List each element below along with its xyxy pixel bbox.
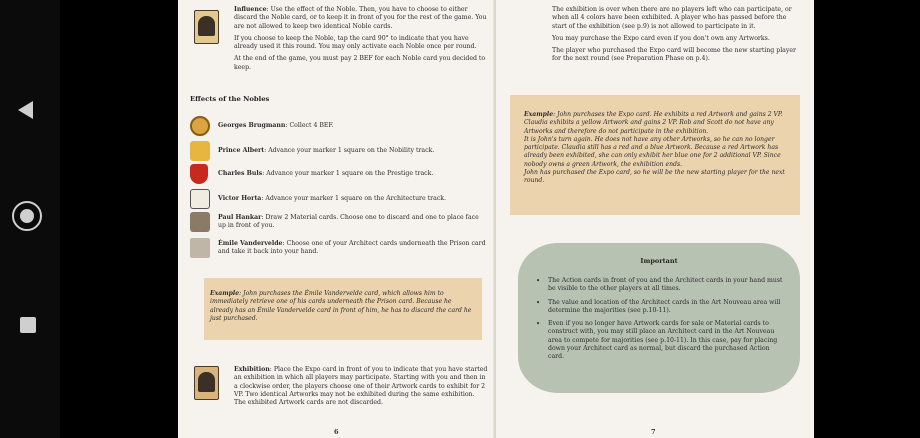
influence-tap-paragraph: If you choose to keep the Noble, tap the card 90° to indicate that you have already used it this round. You may only activate each Noble once per round. bbox=[234, 34, 477, 51]
influence-section bbox=[234, 6, 488, 72]
page-number: 6 bbox=[334, 428, 339, 436]
important-title: Important bbox=[640, 257, 678, 265]
crown-icon bbox=[190, 141, 210, 161]
rulebook-page-6: Influence: Use the effect of the Noble. Then, you have to choose to either discard the Noble card, or to keep it in front of you for the rest of the game. You are not allowed to keep two identical Noble cards. If you choose to keep the Noble, tap the card 90° to indicate that you have already used it this round. You may only activate each Noble once per round. At the end of the game, you must pay 2 BEF for each Noble card you decided to keep. Effects of the Nobles Georges Brugmann: Collect 4 BEF. Prince Albert: Advance your marker 1 square on the Nobility track. Charles Buls: Advance your marker 1 square on the Prestige track. Victor Horta: Advance your marker 1 square on the Architecture track. Paul Hankar: Draw 2 Material cards. Choose one to discard and one to place face up in front of you. Émile Vandervelde: Choose one of your Architect cards underneath the Prison card and take it back into your hand. Example: John purchases the Émile Vandervelde card, which allows him to immediately retrieve one of his cards underneath the Prison card. Because he already has an Émile Vandervelde card in front of him, he has to discard the card he just purchased. Exhibition: Place the Expo card in front of you to indicate that you have started an exhibition in which all players may participate. Starting with you and then in a clockwise order, the players choose one of their Artwork cards to exhibit for 2 VP. Two identical Artworks may not be exhibited during the same exhibition. The exhibited Artwork cards are not discarded. 6 bbox=[178, 0, 496, 438]
noble-card-image bbox=[194, 10, 219, 44]
recent-apps-icon[interactable] bbox=[20, 317, 36, 333]
list-item: • Even if you no longer have Artwork cards for sale or Material cards to construct with, you may still place an Architect card in the Art Nouveau area to compete for majorities (see p.10-11). In this case, pay for placing down your Architect card as normal, but discard the purchased Action card. bbox=[536, 320, 786, 361]
important-list bbox=[536, 277, 786, 367]
influence-paragraph: Influence: Use the effect of the Noble. Then, you have to choose to either discard the Noble card, or to keep it in front of you for the rest of the game. You are not allowed to keep two identical Noble cards. bbox=[234, 6, 487, 30]
example-box: Example: John purchases the Émile Vandervelde card, which allows him to immediately retrieve one of his cards underneath the Prison card. Because he already has an Émile Vandervelde card in front of him, he has to discard the card he just purchased. bbox=[204, 278, 482, 340]
exhibition-label: Exhibition bbox=[234, 366, 270, 373]
purchase-paragraph: You may purchase the Expo card even if you don't own any Artworks. bbox=[552, 34, 770, 42]
list-item: • The value and location of the Architect cards in the Art Nouveau area will determine the majorities (see p.10-11). bbox=[536, 299, 786, 316]
page-number: 7 bbox=[651, 428, 656, 436]
material-cards-icon bbox=[190, 212, 210, 232]
coin-icon bbox=[190, 116, 210, 136]
exhibition-rules bbox=[552, 6, 802, 64]
example-box: Example: John purchases the Expo card. He exhibits a red Artwork and gains 2 VP. Claudia exhibits a yellow Artwork and gains 2 VP. Rob and Scott do not have any Artworks and therefore do not participate in the exhibition. It is John's turn again. He does not have any other Artworks, so he can no longer participate. Claudia still has a red and a blue Artwork. Because a red Artwork has already been exhibited, she can only exhibit her blue one for 2 additional VP. Since nobody owns a green Artwork, the exhibition ends. John has purchased the Expo card, so he will be the new starting player for the next round. bbox=[510, 95, 800, 215]
exhibition-section: Exhibition: Place the Expo card in front of you to indicate that you have started an exhibition in which all players may participate. Starting with you and then in a clockwise order, the players choose one of their Artwork cards to exhibit for 2 VP. Two identical Artworks may not be exhibited during the same exhibition. The exhibited Artwork cards are not discarded. bbox=[234, 366, 488, 407]
influence-label: Influence bbox=[234, 6, 267, 13]
effects-title: Effects of the Nobles bbox=[190, 95, 270, 103]
expo-card-image bbox=[194, 366, 219, 400]
influence-end-paragraph: At the end of the game, you must pay 2 BEF for each Noble card you decided to keep. bbox=[234, 55, 486, 71]
architecture-icon bbox=[190, 189, 210, 209]
list-item: • The Action cards in front of you and the Architect cards in your hand must be visible to the other players at all times. bbox=[536, 277, 786, 294]
exhibition-over-paragraph: The exhibition is over when there are no players left who can participate, or when all 4 colors have been exhibited. A player who has passed before the start of the exhibition (see p.9) is not allowed to participate in it. bbox=[552, 6, 792, 30]
right-margin bbox=[902, 0, 920, 438]
navigation-bar bbox=[0, 0, 60, 438]
prestige-shield-icon bbox=[190, 164, 208, 184]
important-box bbox=[518, 243, 800, 393]
starting-player-paragraph: The player who purchased the Expo card will become the new starting player for the next round (see Preparation Phase on p.4). bbox=[552, 47, 796, 63]
back-icon[interactable] bbox=[18, 101, 33, 119]
home-icon[interactable] bbox=[12, 201, 42, 231]
prison-icon bbox=[190, 238, 210, 258]
